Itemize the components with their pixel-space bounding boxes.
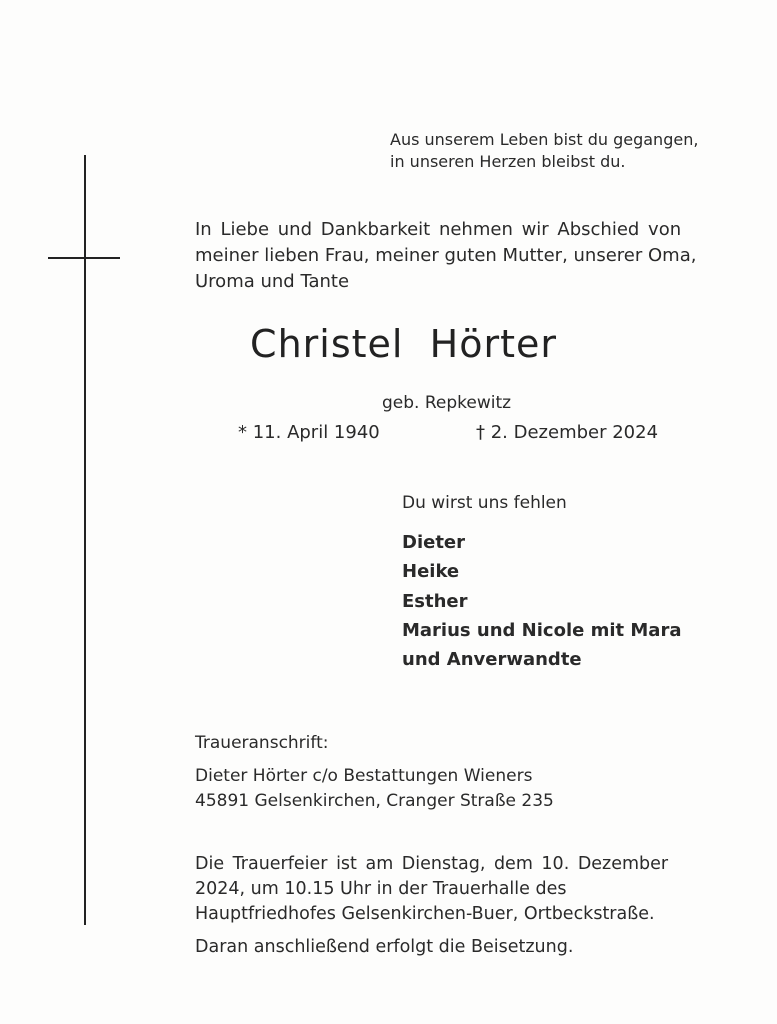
mourner-1: Dieter [402, 532, 466, 553]
cross-horizontal-icon [48, 257, 120, 259]
birth-name: geb. Repkewitz [382, 393, 512, 413]
verse-line-1: Aus unserem Leben bist du gegangen, [390, 130, 699, 149]
birth-date: * 11. April 1940 [238, 422, 380, 443]
ceremony-line-2: 2024, um 10.15 Uhr in der Trauerhalle des [195, 879, 567, 899]
mourner-5: und Anverwandte [402, 649, 582, 670]
ceremony-line-1: Die Trauerfeier ist am Dienstag, dem 10. Dezember [195, 854, 669, 874]
farewell-text: Du wirst uns fehlen [402, 493, 567, 513]
cross-vertical-icon [84, 155, 86, 925]
death-date: † 2. Dezember 2024 [476, 422, 659, 443]
burial-text: Daran anschließend erfolgt die Beisetzung. [195, 937, 574, 957]
verse-line-2: in unseren Herzen bleibst du. [390, 152, 626, 171]
mourner-4: Marius und Nicole mit Mara [402, 620, 682, 641]
address-label: Traueranschrift: [195, 733, 329, 753]
address-line-2: 45891 Gelsenkirchen, Cranger Straße 235 [195, 791, 554, 811]
ceremony-line-3: Hauptfriedhofes Gelsenkirchen-Buer, Ortbeckstraße. [195, 904, 655, 924]
mourner-2: Heike [402, 561, 460, 582]
address-line-1: Dieter Hörter c/o Bestattungen Wieners [195, 766, 533, 786]
intro-line-2: meiner lieben Frau, meiner guten Mutter, unserer Oma, [195, 245, 697, 266]
intro-line-3: Uroma und Tante [195, 271, 350, 292]
mourner-3: Esther [402, 591, 468, 612]
intro-line-1: In Liebe und Dankbarkeit nehmen wir Abschied von [195, 219, 682, 240]
deceased-name: Christel Hörter [250, 322, 557, 366]
